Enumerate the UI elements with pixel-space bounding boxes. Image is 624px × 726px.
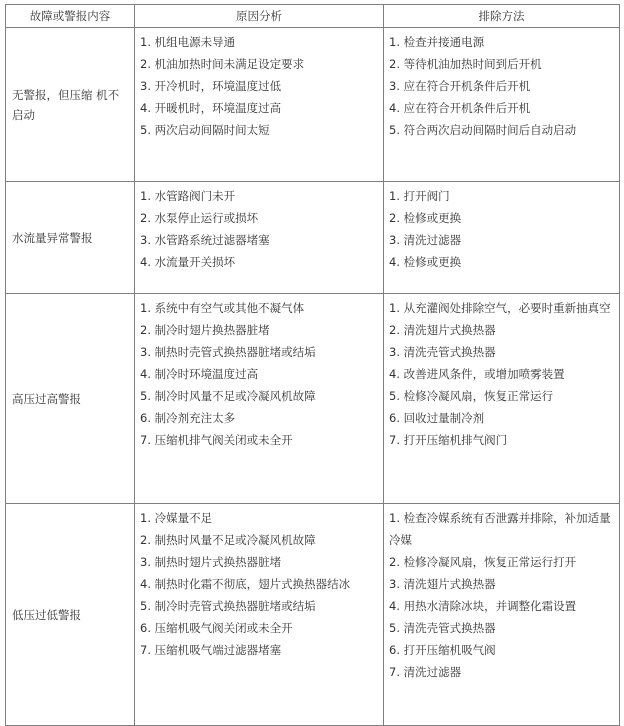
header-remedy: 排除方法 <box>384 5 620 28</box>
remedy-item: 1. 检查并接通电源 <box>389 35 485 49</box>
cause-item: 3. 水管路系统过滤器堵塞 <box>140 233 270 247</box>
remedy-item: 4. 应在符合开机条件后开机 <box>389 101 531 115</box>
cause-item: 4. 开暖机时，环境温度过高 <box>140 101 282 115</box>
remedy-list <box>389 185 615 273</box>
cause-item: 1. 冷媒量不足 <box>140 511 213 525</box>
cause-item: 3. 制热时翅片式换热器脏堵 <box>140 555 282 569</box>
remedy-cell <box>384 504 620 726</box>
remedy-item: 7. 清洗过滤器 <box>389 665 462 679</box>
table-row <box>6 28 620 182</box>
cause-item: 1. 系统中有空气或其他不凝气体 <box>140 301 305 315</box>
cause-item: 7. 压缩机排气阀关闭或未全开 <box>140 433 293 447</box>
remedy-item: 4. 改善进风条件，或增加喷雾装置 <box>389 367 565 381</box>
cause-item: 2. 机油加热时间未满足设定要求 <box>140 57 305 71</box>
cause-cell <box>135 182 384 294</box>
header-fault: 故障或警报内容 <box>6 5 135 28</box>
table-row <box>6 182 620 294</box>
cause-item: 5. 两次启动间隔时间太短 <box>140 123 270 137</box>
table-header-row <box>6 5 620 28</box>
remedy-item: 6. 打开压缩机吸气阀 <box>389 643 496 657</box>
remedy-item: 5. 清洗壳管式换热器 <box>389 621 496 635</box>
remedy-item: 5. 检修冷凝风扇，恢复正常运行 <box>389 389 554 403</box>
fault-cell: 水流量异常警报 <box>6 182 135 294</box>
cause-item: 4. 水流量开关损坏 <box>140 255 236 269</box>
remedy-item: 2. 检修冷凝风扇，恢复正常运行打开 <box>389 555 577 569</box>
fault-cell: 低压过低警报 <box>6 504 135 726</box>
remedy-item: 5. 符合两次启动间隔时间后自动启动 <box>389 123 577 137</box>
fault-cell: 高压过高警报 <box>6 294 135 504</box>
cause-list <box>140 297 379 451</box>
cause-item: 2. 制冷时翅片换热器脏堵 <box>140 323 270 337</box>
table-row <box>6 504 620 726</box>
remedy-item: 3. 清洗过滤器 <box>389 233 462 247</box>
remedy-item: 4. 用热水清除冰块，并调整化霜设置 <box>389 599 577 613</box>
remedy-item: 3. 清洗壳管式换热器 <box>389 345 496 359</box>
cause-item: 6. 制冷剂充注太多 <box>140 411 236 425</box>
remedy-item: 6. 回收过量制冷剂 <box>389 411 485 425</box>
remedy-list <box>389 507 615 683</box>
remedy-item: 7. 打开压缩机排气阀门 <box>389 433 508 447</box>
cause-item: 1. 机组电源未导通 <box>140 35 236 49</box>
remedy-item: 1. 检查冷媒系统有否泄露并排除，补加适量冷媒 <box>389 511 611 547</box>
cause-item: 5. 制冷时壳管式换热器脏堵或结垢 <box>140 599 316 613</box>
cause-cell <box>135 504 384 726</box>
header-cause: 原因分析 <box>135 5 384 28</box>
cause-item: 4. 制冷时环境温度过高 <box>140 367 259 381</box>
fault-table <box>5 4 620 726</box>
remedy-item: 1. 从充灌阀处排除空气，必要时重新抽真空 <box>389 301 611 315</box>
cause-item: 5. 制冷时风量不足或冷凝风机故障 <box>140 389 316 403</box>
cause-item: 7. 压缩机吸气端过滤器堵塞 <box>140 643 282 657</box>
cause-list <box>140 31 379 141</box>
cause-item: 2. 制热时风量不足或冷凝风机故障 <box>140 533 316 547</box>
cause-item: 2. 水泵停止运行或损坏 <box>140 211 259 225</box>
remedy-item: 2. 清洗翅片式换热器 <box>389 323 496 337</box>
table-row <box>6 294 620 504</box>
remedy-item: 1. 打开阀门 <box>389 189 450 203</box>
remedy-item: 2. 等待机油加热时间到后开机 <box>389 57 542 71</box>
remedy-cell <box>384 294 620 504</box>
remedy-item: 4. 检修或更换 <box>389 255 462 269</box>
remedy-cell <box>384 28 620 182</box>
cause-cell <box>135 28 384 182</box>
cause-list <box>140 185 379 273</box>
cause-cell <box>135 294 384 504</box>
remedy-item: 2. 检修或更换 <box>389 211 462 225</box>
cause-item: 1. 水管路阀门未开 <box>140 189 236 203</box>
remedy-cell <box>384 182 620 294</box>
cause-item: 3. 制热时壳管式换热器脏堵或结垢 <box>140 345 316 359</box>
cause-item: 4. 制热时化霜不彻底，翅片式换热器结冰 <box>140 577 351 591</box>
remedy-item: 3. 应在符合开机条件后开机 <box>389 79 531 93</box>
cause-item: 6. 压缩机吸气阀关闭或未全开 <box>140 621 293 635</box>
remedy-list <box>389 297 615 451</box>
remedy-item: 3. 清洗翅片式换热器 <box>389 577 496 591</box>
remedy-list <box>389 31 615 141</box>
cause-item: 3. 开冷机时，环境温度过低 <box>140 79 282 93</box>
cause-list <box>140 507 379 661</box>
fault-cell: 无警报，但压缩 机不启动 <box>6 28 135 182</box>
